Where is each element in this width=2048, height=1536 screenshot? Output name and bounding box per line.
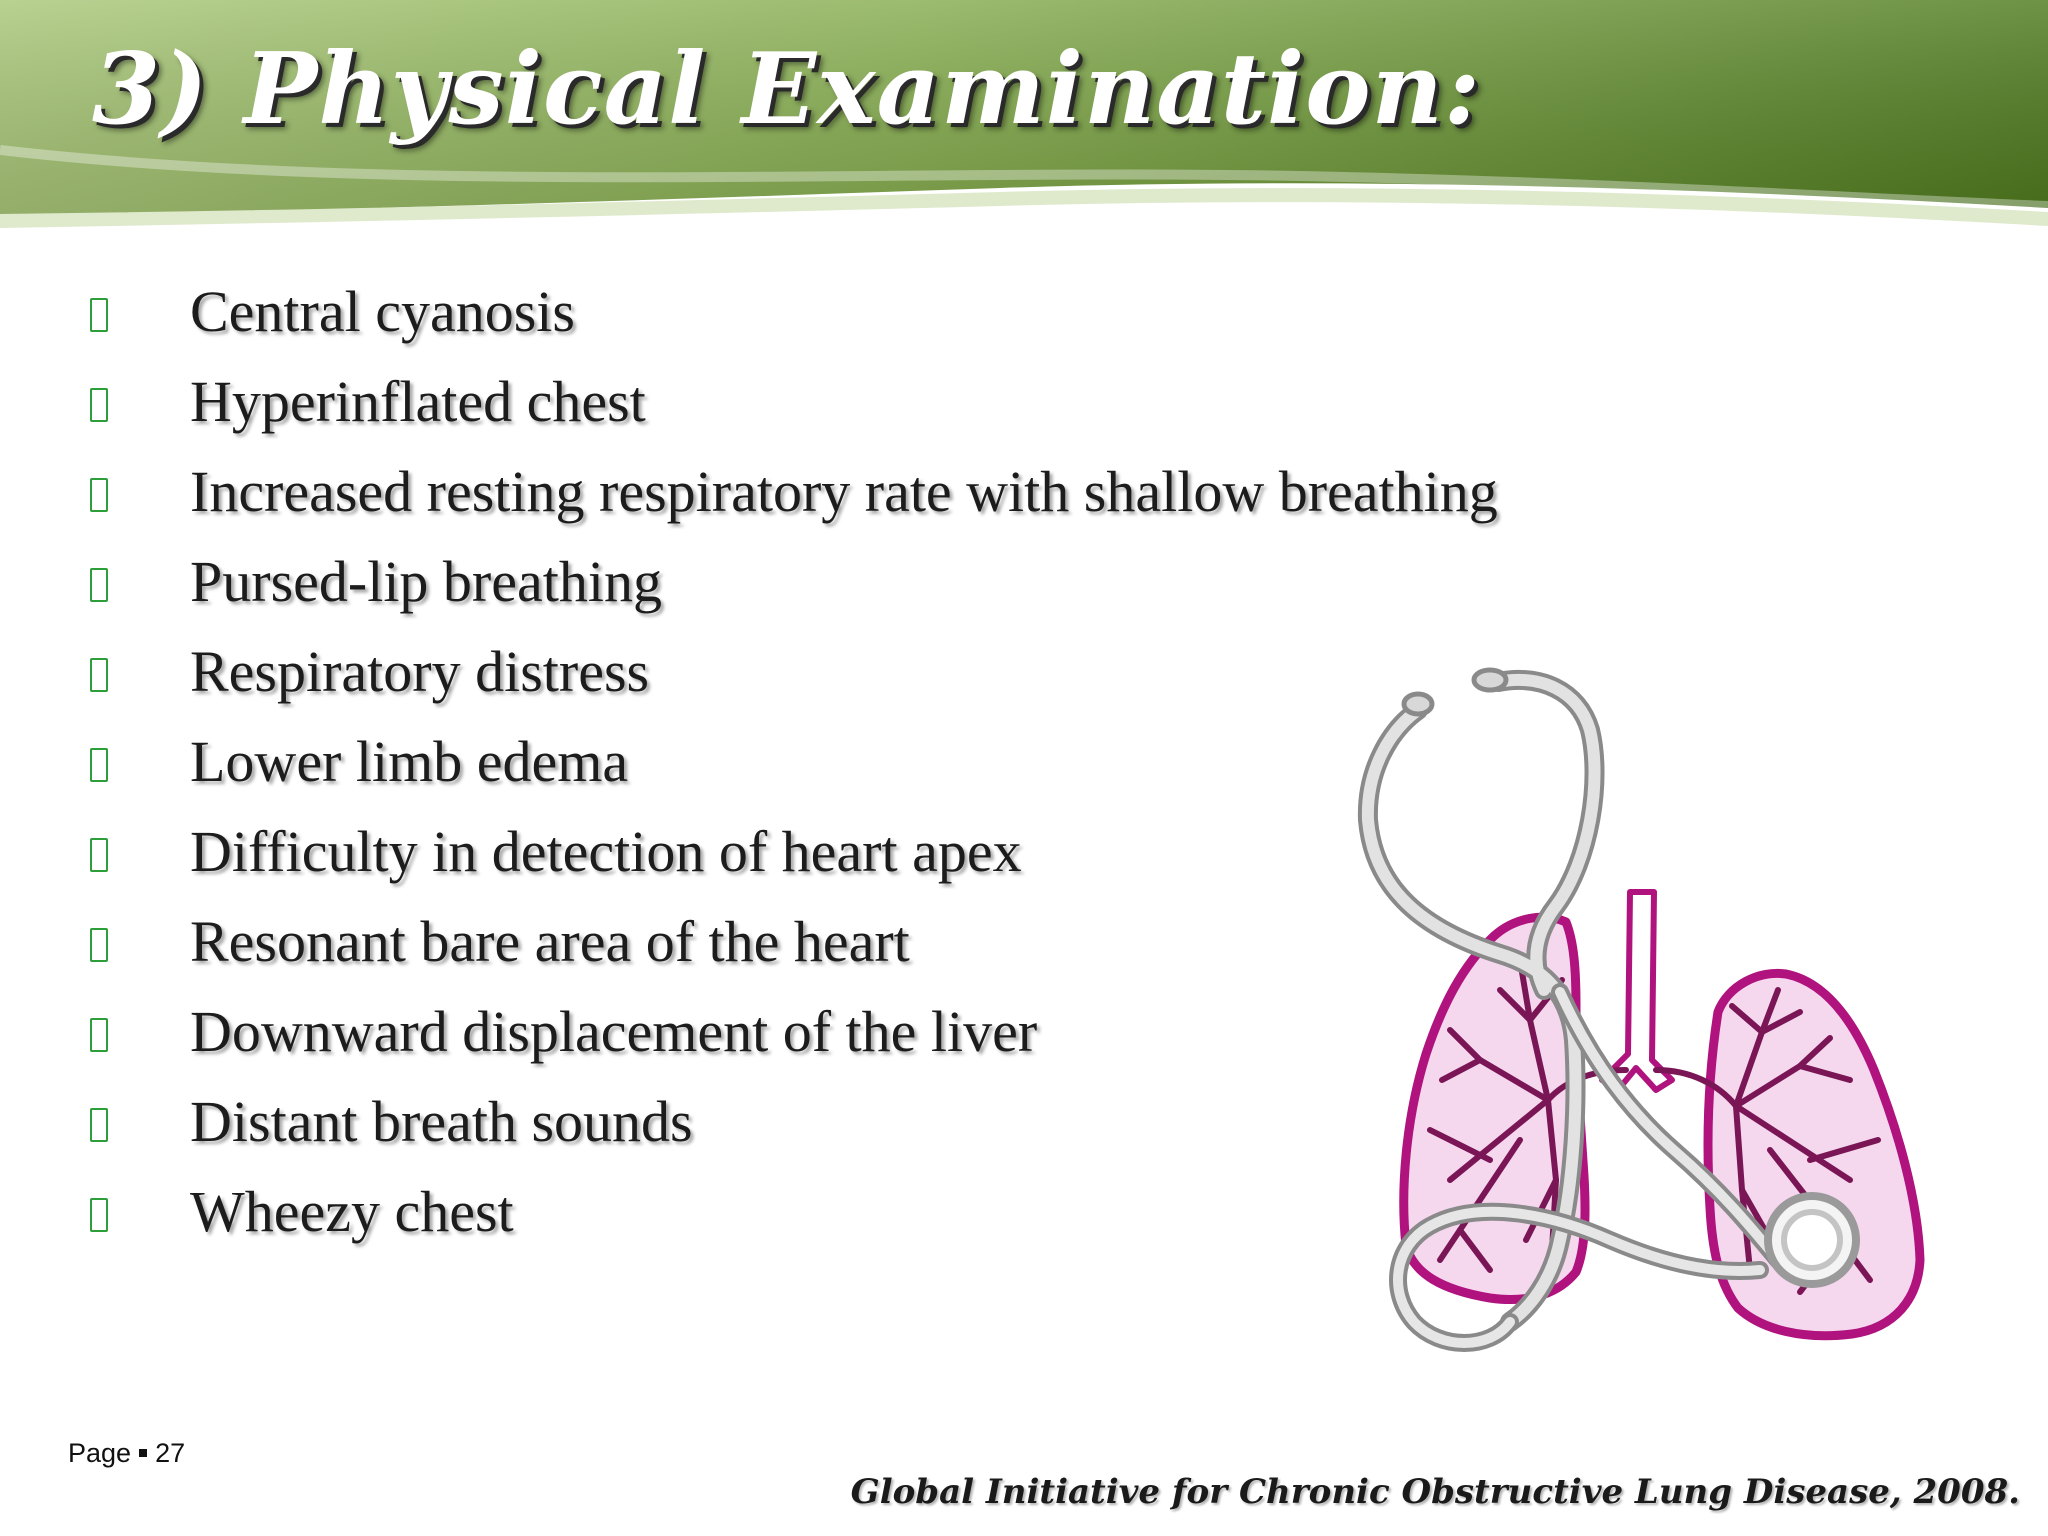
- bullet-text: Central cyanosis: [190, 279, 575, 344]
- bullet-marker-icon: [90, 658, 108, 692]
- bullet-marker-icon: [90, 928, 108, 962]
- bullet-text: Difficulty in detection of heart apex: [190, 819, 1022, 884]
- page-number: [68, 1438, 185, 1469]
- bullet-text: Wheezy chest: [190, 1179, 514, 1244]
- bullet-marker-icon: [90, 1108, 108, 1142]
- bullet-marker-icon: [90, 568, 108, 602]
- bullet-text: Pursed-lip breathing: [190, 549, 662, 614]
- bullet-text: Respiratory distress: [190, 639, 650, 704]
- bullet-marker-icon: [90, 298, 108, 332]
- bullet-marker-icon: [90, 838, 108, 872]
- slide-title: 3) Physical Examination:: [92, 32, 1482, 147]
- lungs-stethoscope-illustration: [1330, 660, 1950, 1380]
- bullet-marker-icon: [90, 748, 108, 782]
- bullet-text: Hyperinflated chest: [190, 369, 646, 434]
- bullet-marker-icon: [90, 1018, 108, 1052]
- bullet-text: Distant breath sounds: [190, 1089, 693, 1154]
- bullet-marker-icon: [90, 1198, 108, 1232]
- page-label: Page: [68, 1438, 132, 1468]
- bullet-text: Downward displacement of the liver: [190, 999, 1038, 1064]
- bullet-text: Resonant bare area of the heart: [190, 909, 910, 974]
- square-separator-icon: [139, 1449, 147, 1457]
- bullet-marker-icon: [90, 388, 108, 422]
- bullet-text: Lower limb edema: [190, 729, 629, 794]
- bullet-text: Increased resting respiratory rate with shallow breathing: [190, 459, 1498, 524]
- page-number-value: 27: [155, 1438, 186, 1468]
- citation: Global Initiative for Chronic Obstructive Lung Disease, 2008.: [850, 1472, 2020, 1512]
- bullet-marker-icon: [90, 478, 108, 512]
- trachea-icon: [1602, 892, 1672, 1090]
